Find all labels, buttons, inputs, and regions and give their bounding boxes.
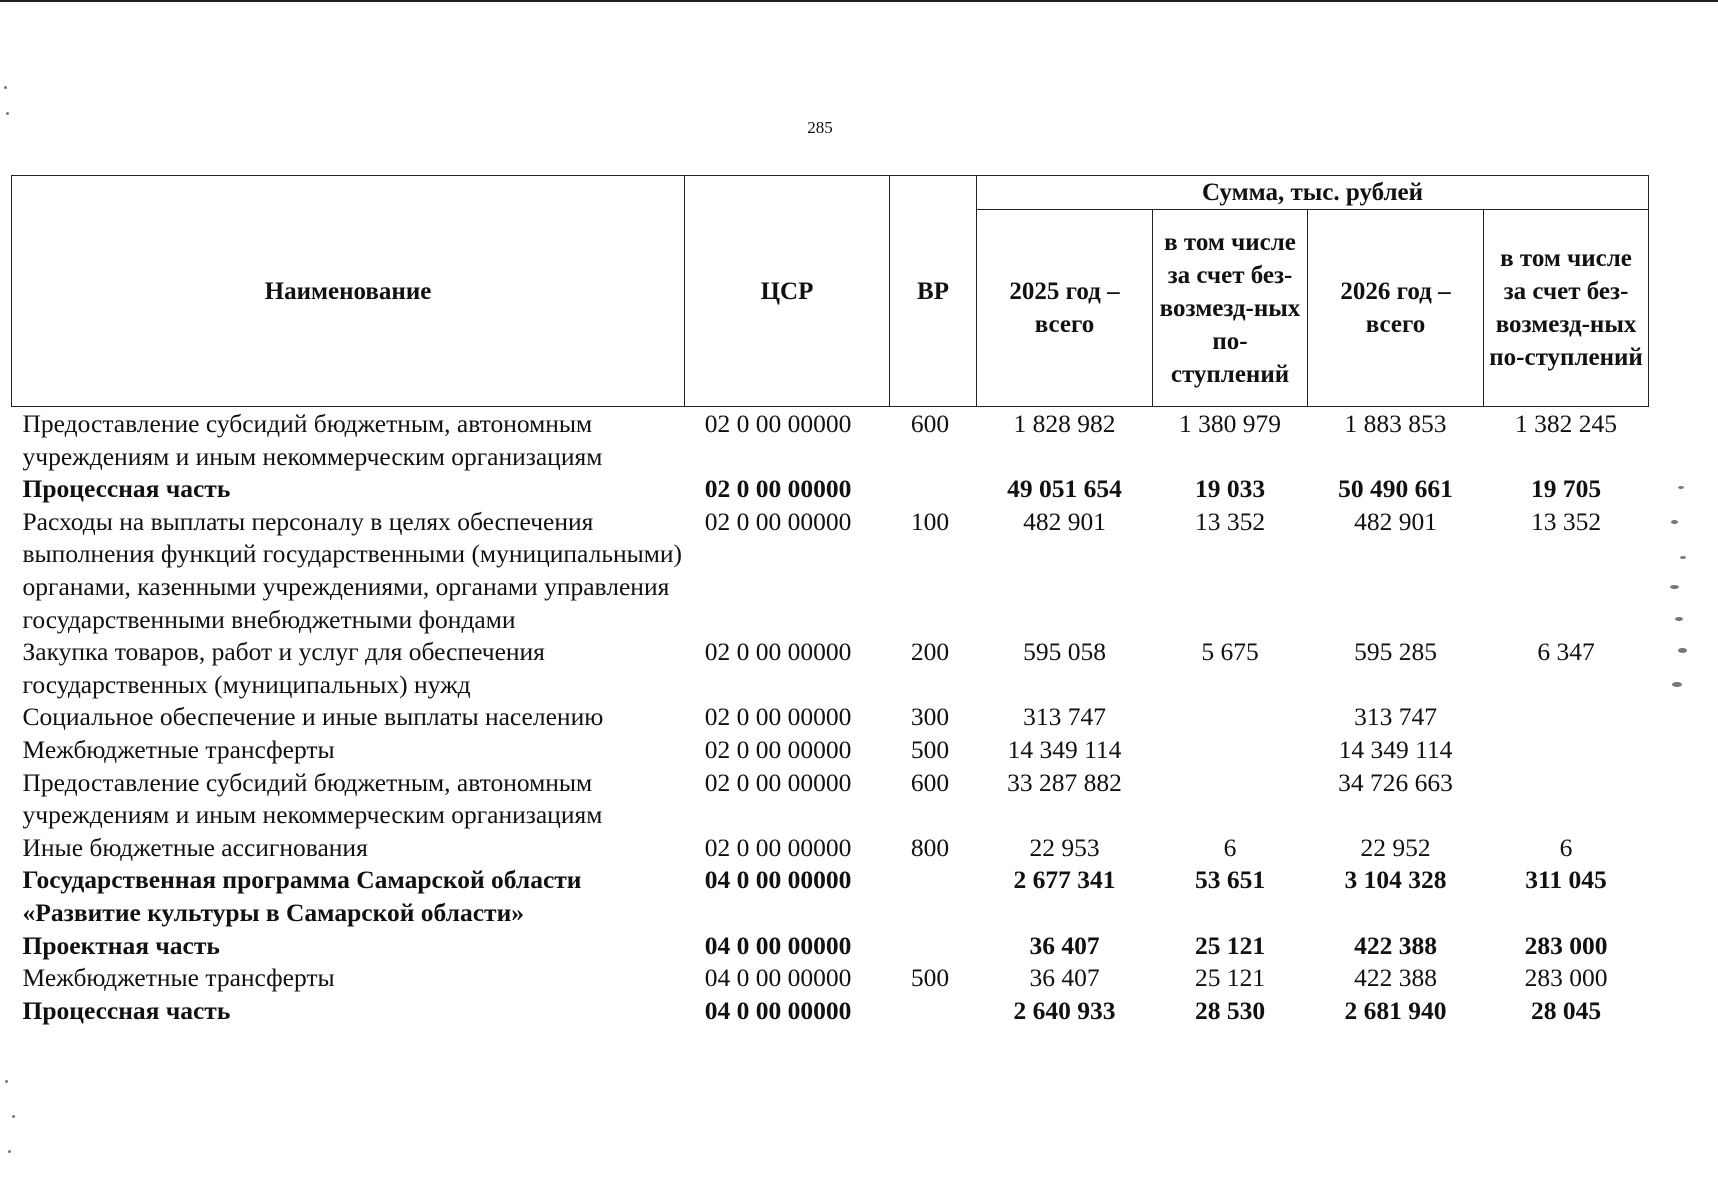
header-2026-total: 2026 год – всего [1308,210,1484,407]
header-2025-total: 2025 год – всего [977,210,1153,407]
cell-2026-total: 1 883 853 [1344,409,1447,438]
cell-vr [890,930,977,963]
cell-name: Межбюджетные трансферты [22,734,335,764]
cell-2026-gratuitous: 6 [1559,832,1573,862]
cell-csr: 02 0 00 00000 [704,767,852,797]
cell-2026-gratuitous: 311 045 [1525,865,1607,895]
table-row [12,930,1649,963]
cell-2026-total: 482 901 [1354,506,1437,536]
header-vr: ВР [890,176,977,407]
cell-name: Закупка товаров, работ и услуг для обеспечения государственных (муниципальных) нужд [22,637,545,699]
cell-2025-gratuitous: 28 530 [1194,995,1266,1025]
cell-2026-total: 22 952 [1360,832,1431,862]
cell-vr: 800 [910,832,950,862]
budget-table-container [11,175,1649,1027]
cell-2025-gratuitous [1153,767,1308,832]
cell-2025-gratuitous [1153,734,1308,767]
cell-2025-total: 36 407 [1029,930,1100,960]
scan-speck [1675,617,1683,621]
cell-2026-total: 14 349 114 [1338,734,1453,764]
cell-2025-total: 2 640 933 [1013,995,1116,1025]
cell-name: Иные бюджетные ассигнования [22,832,368,862]
cell-vr [890,864,977,929]
cell-csr: 04 0 00 00000 [704,930,852,960]
scan-speck [1671,520,1678,524]
cell-2025-total: 49 051 654 [1007,474,1122,504]
cell-2025-gratuitous [1153,701,1308,734]
cell-2025-total: 2 677 341 [1013,865,1116,895]
cell-name: Социальное обеспечение и иные выплаты населению [22,702,604,732]
table-row [12,407,1649,474]
cell-csr: 02 0 00 00000 [704,637,852,667]
cell-csr: 02 0 00 00000 [704,409,852,438]
table-row [12,767,1649,832]
cell-2025-gratuitous: 19 033 [1194,474,1266,504]
table-row [12,864,1649,929]
cell-2026-total: 595 285 [1354,637,1437,667]
cell-csr: 04 0 00 00000 [704,963,852,993]
cell-csr: 04 0 00 00000 [704,995,852,1025]
cell-vr: 200 [910,637,950,667]
cell-2025-gratuitous: 53 651 [1194,865,1266,895]
cell-name: Процессная часть [22,995,231,1025]
cell-2026-total: 422 388 [1354,963,1437,993]
cell-csr: 02 0 00 00000 [704,734,852,764]
header-2025-gratuitous: в том числе за счет без-возмезд-ных по-ступлений [1153,210,1308,407]
table-row [12,962,1649,995]
table-row [12,734,1649,767]
cell-2026-gratuitous: 1 382 245 [1515,409,1618,438]
scan-speck [1678,648,1687,653]
cell-2026-gratuitous: 28 045 [1530,995,1602,1025]
cell-2026-gratuitous: 19 705 [1530,474,1602,504]
cell-2025-gratuitous: 1 380 979 [1179,409,1281,438]
cell-vr [890,995,977,1028]
cell-2025-total: 36 407 [1029,963,1100,993]
cell-2025-gratuitous: 5 675 [1201,637,1259,667]
scan-speck [1670,585,1679,589]
cell-name: Государственная программа Самарской области «Развитие культуры в Самарской области» [22,865,582,927]
cell-2026-total: 2 681 940 [1344,995,1447,1025]
cell-2025-gratuitous: 13 352 [1194,506,1266,536]
table-row [12,636,1649,701]
cell-name: Расходы на выплаты персоналу в целях обеспечения выполнения функций государственными (муниципальными) органами, казенными учреждениями, органами управления государственными внебюджетными фондами [22,506,683,634]
scan-speck [4,86,7,89]
table-header [12,176,1649,407]
cell-name: Межбюджетные трансферты [22,963,335,993]
cell-vr: 600 [910,767,950,797]
table-row [12,506,1649,636]
table-body [12,407,1649,1028]
scan-speck [6,112,9,115]
scan-speck [1680,556,1686,559]
budget-table [11,175,1649,1027]
cell-vr: 600 [910,409,950,438]
table-row [12,995,1649,1028]
cell-name: Предоставление субсидий бюджетным, автономным учреждениям и иным некоммерческим организациям [22,409,603,471]
cell-2026-total: 50 490 661 [1338,474,1453,504]
cell-2026-gratuitous: 283 000 [1524,963,1608,993]
scan-speck [8,1150,11,1153]
header-sum-group: Сумма, тыс. рублей [977,176,1649,210]
cell-2026-gratuitous: 283 000 [1524,930,1608,960]
cell-name: Предоставление субсидий бюджетным, автономным учреждениям и иным некоммерческим организациям [22,767,603,830]
cell-2025-gratuitous: 25 121 [1194,930,1266,960]
cell-2025-total: 595 058 [1023,637,1106,667]
cell-2025-total: 33 287 882 [1007,767,1122,797]
scan-speck [5,1080,8,1083]
cell-name: Проектная часть [22,930,220,960]
cell-2025-gratuitous: 25 121 [1194,963,1266,993]
cell-csr: 02 0 00 00000 [704,474,852,504]
cell-2025-total: 482 901 [1023,506,1106,536]
cell-csr: 02 0 00 00000 [704,702,852,732]
header-2026-gratuitous: в том числе за счет без-возмезд-ных по-ступлений [1484,210,1649,407]
table-row [12,473,1649,506]
cell-vr: 500 [910,734,950,764]
scan-speck [1672,682,1682,687]
cell-vr: 100 [910,506,950,536]
header-name: Наименование [12,176,685,407]
cell-2026-gratuitous: 13 352 [1530,506,1602,536]
cell-2026-gratuitous [1484,767,1649,832]
cell-2025-total: 313 747 [1023,702,1106,732]
cell-2026-gratuitous [1484,701,1649,734]
cell-2026-total: 34 726 663 [1338,767,1453,797]
header-csr: ЦСР [685,176,890,407]
page-number: 285 [807,118,833,137]
cell-2026-total: 422 388 [1354,930,1437,960]
cell-2025-total: 22 953 [1029,832,1100,862]
cell-2026-total: 3 104 328 [1344,865,1447,895]
cell-2025-total: 1 828 982 [1013,409,1116,438]
cell-csr: 04 0 00 00000 [704,865,852,895]
scan-speck [12,1115,15,1118]
cell-vr: 300 [910,702,950,732]
cell-name: Процессная часть [22,474,231,504]
scan-speck [1678,486,1684,489]
cell-2026-gratuitous [1484,734,1649,767]
cell-2026-total: 313 747 [1354,702,1437,732]
table-row [12,832,1649,865]
cell-csr: 02 0 00 00000 [704,832,852,862]
cell-csr: 02 0 00 00000 [704,506,852,536]
table-row [12,701,1649,734]
top-border-line [0,0,1718,2]
cell-vr [890,473,977,506]
cell-2025-gratuitous: 6 [1223,832,1237,862]
cell-vr: 500 [910,963,950,993]
cell-2025-total: 14 349 114 [1007,734,1122,764]
cell-2026-gratuitous: 6 347 [1537,637,1595,667]
